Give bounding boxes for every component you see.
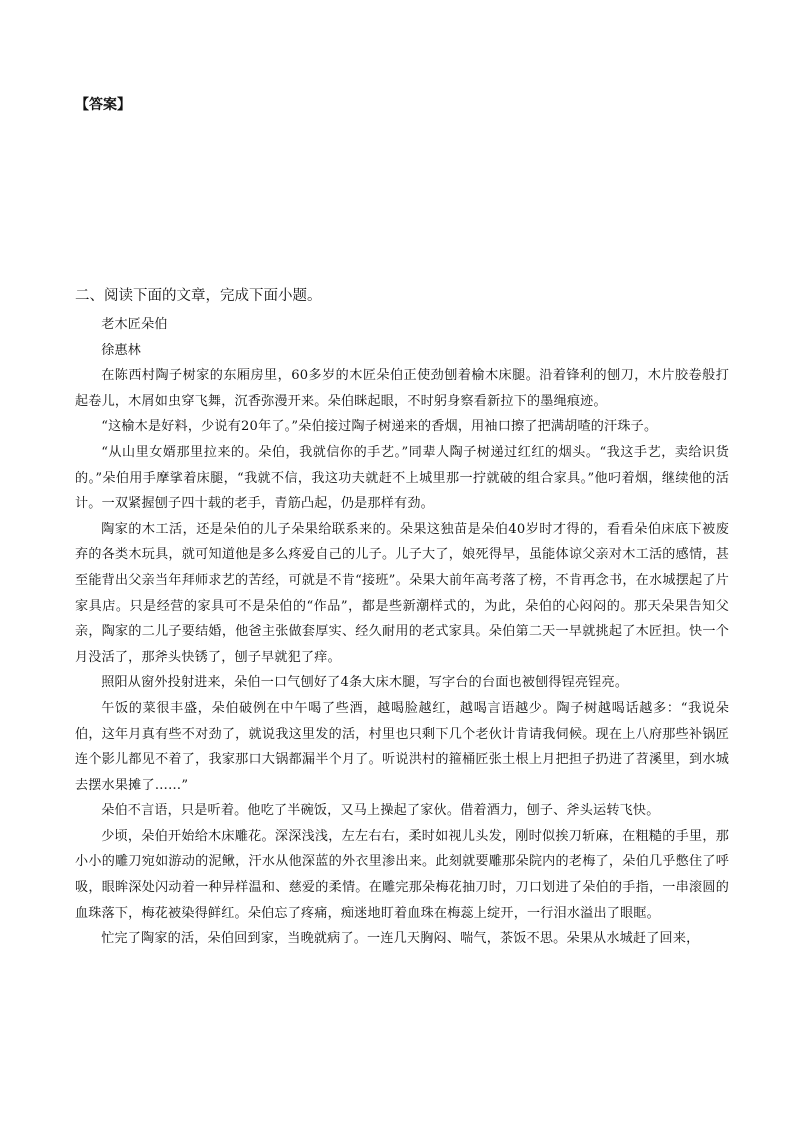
article-paragraph: 照阳从窗外投射进来，朵伯一口气刨好了4条大床木腿，写字台的台面也被刨得锃亮锃亮。	[101, 675, 629, 691]
article-paragraph: 朵伯不言语，只是听着。他吃了半碗饭，又马上操起了家伙。借着酒力，刨子、斧头运转飞快。	[101, 803, 660, 819]
article-paragraph: “从山里女婿那里拉来的。朵伯，我就信你的手艺。”同辈人陶子树递过红红的烟头。“我这手艺，卖给识货的。”朵伯用手摩挲着床腿，“我就不信，我这功夫就赶不上城里那一拧就破的组合家具。”他叼着烟，继续他的活计。一双紧握刨子四十载的老手，青筋凸起，仍是那样有劲。	[75, 444, 729, 512]
article-paragraph: 在陈西村陶子树家的东厢房里，60多岁的木匠朵伯正使劲刨着榆木床腿。沿着锋利的刨刀，木片胶卷般打起卷儿，木屑如虫穿飞舞，沉香弥漫开来。朵伯眯起眼，不时躬身察看新拉下的墨绳痕迹。	[75, 368, 729, 409]
answer-label: 【答案】	[75, 97, 131, 113]
article-author: 徐惠林	[101, 342, 142, 358]
article-paragraph: 陶家的木工活，还是朵伯的儿子朵果给联系来的。朵果这独苗是朵伯40岁时才得的，看看朵伯床底下被废弃的各类木玩具，就可知道他是多么疼爱自己的儿子。儿子大了，娘死得早，虽能体谅父亲对木工活的感情，甚至能背出父亲当年拜师求艺的苦经，可就是不肯“接班”。朵果大前年高考落了榜，不肯再念书，在水城摆起了片家具店。只是经营的家具可不是朵伯的“作品”，都是些新潮样式的，为此，朵伯的心闷闷的。那天朵果告知父亲，陶家的二儿子要结婚，他爸主张做套厚实、经久耐用的老式家具。朵伯第二天一早就挑起了木匠担。快一个月没活了，那斧头快锈了，刨子早就犯了痒。	[75, 521, 729, 665]
article-paragraph: 少顷，朵伯开始给木床雕花。深深浅浅，左左右右，柔时如视儿头发，刚时似挨刀斩麻，在粗糙的手里，那小小的雕刀宛如游动的泥鳅，汗水从他深蓝的外衣里渗出来。此刻就要雕那朵院内的老梅了，朵伯几乎憋住了呼吸，眼眸深处闪动着一种异样温和、慈爱的柔情。在雕完那朵梅花抽刀时，刀口划进了朵伯的手指，一串滚圆的血珠落下，梅花被染得鲜红。朵伯忘了疼痛，痴迷地盯着血珠在梅蕊上绽开，一行泪水溢出了眼眶。	[75, 828, 729, 921]
section-heading: 二、阅读下面的文章，完成下面小题。	[75, 288, 322, 304]
article-title: 老木匠朵伯	[101, 317, 168, 332]
article-paragraph: 午饭的菜很丰盛，朵伯破例在中午喝了些酒，越喝脸越红，越喝言语越少。陶子树越喝话越多：“我说朵伯，这年月真有些不对劲了，就说我这里发的活，村里也只剩下几个老伙计肯请我伺候。现在上八府那些补锅匠连个影儿都见不着了，我家那口大锅都漏半个月了。听说洪村的箍桶匠张土根上月把担子扔进了苕溪里，到水城去摆水果摊了……”	[75, 700, 729, 793]
article-paragraph: 忙完了陶家的活，朵伯回到家，当晚就病了。一连几天胸闷、喘气，茶饭不思。朵果从水城赶了回来，	[101, 931, 700, 947]
article-body	[75, 312, 729, 952]
article-paragraph: “这榆木是好料，少说有20年了。”朵伯接过陶子树递来的香烟，用袖口擦了把满胡喳的汗珠子。	[101, 419, 658, 435]
